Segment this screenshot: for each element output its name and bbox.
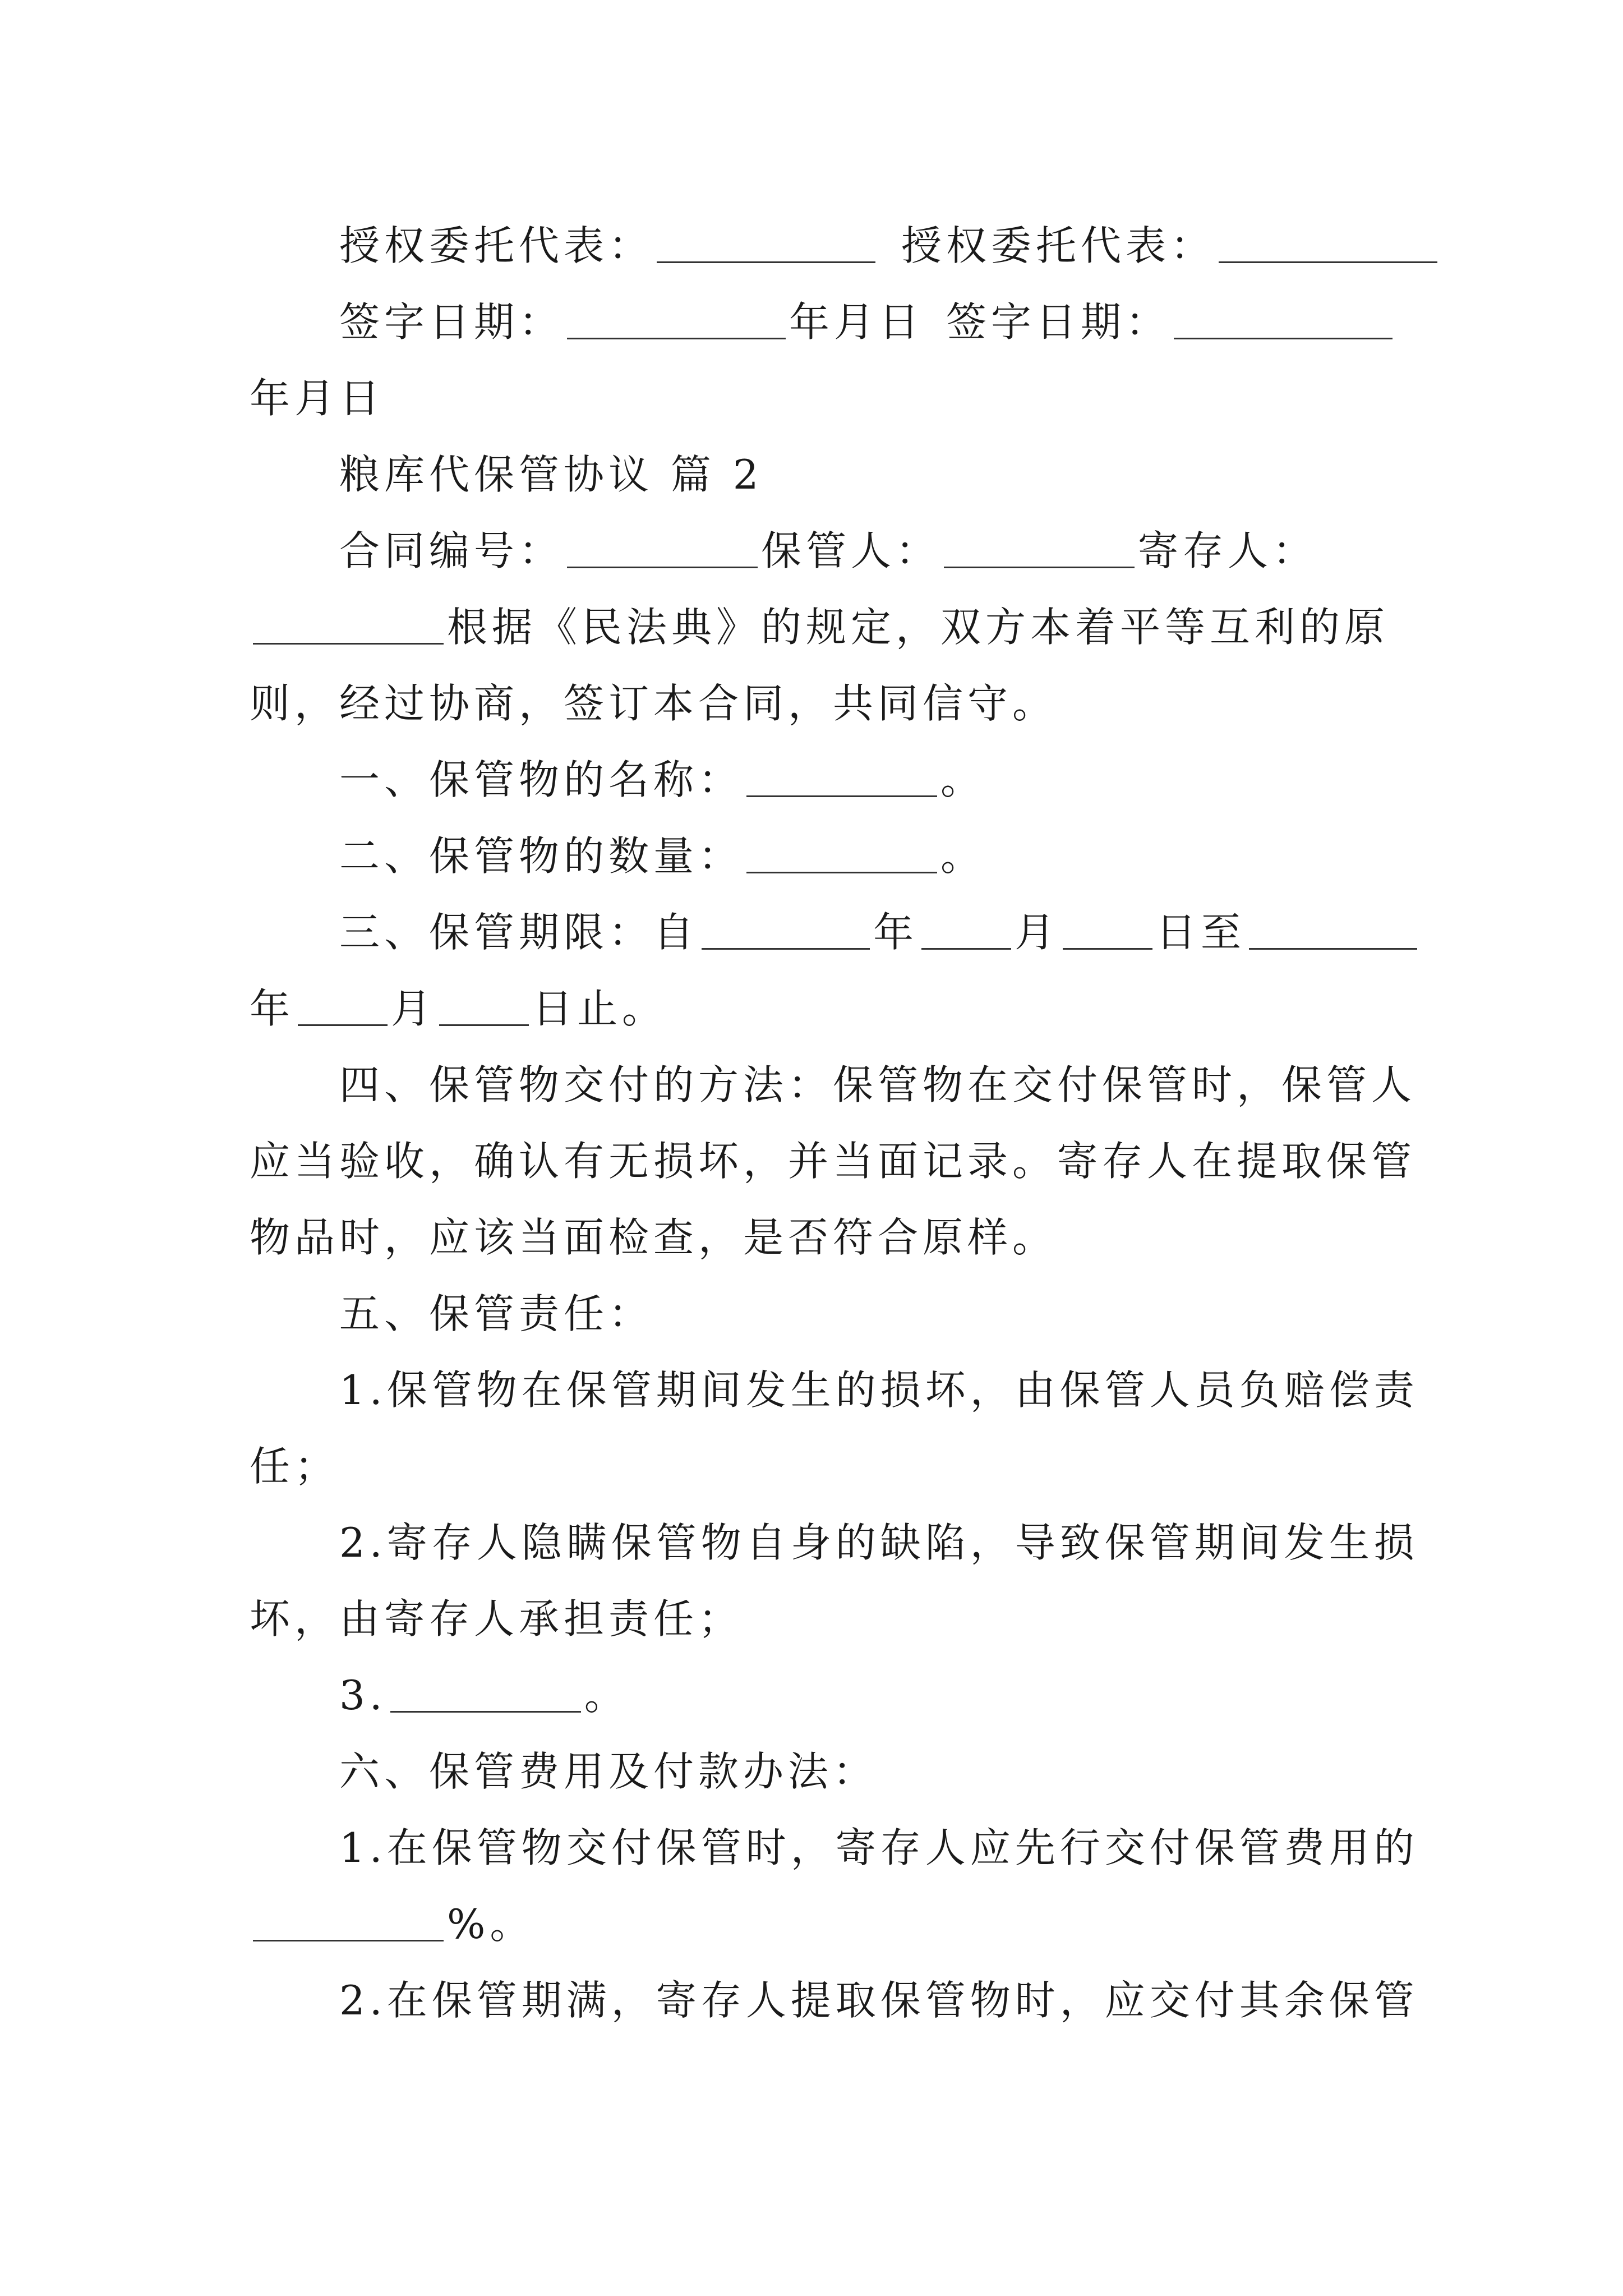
blank-field [253,598,444,645]
blank-field [921,903,1011,950]
clause-5-item-2-cont: 坏，由寄存人承担责任； [250,1595,744,1642]
clause-6-item-1: 1.在保管物交付保管时，寄存人应先行交付保管费用的 [339,1824,1419,1871]
blank-field [746,827,937,873]
line-date-cont: 年月日 [250,375,385,422]
blank-field [1219,217,1437,263]
blank-field [567,293,786,339]
clause-5-item-3: 3. 。 [250,1657,1388,1733]
blank-field [1174,293,1393,339]
blank-field [657,217,875,263]
clause-2-quantity: 二、保管物的数量： 。 [250,818,1388,894]
clause-4-delivery-cont: 物品时，应该当面检查，是否符合原样。 [250,1214,1058,1261]
line-basis-cont: 则，经过协商，签订本合同，共同信守。 [250,680,1058,727]
blank-field [253,1895,444,1941]
clause-5-item-1-cont: 任； [250,1443,340,1490]
clause-4-delivery-cont: 应当验收，确认有无损坏，并当面记录。寄存人在提取保管 [250,1138,1417,1185]
line-basis: 根据《民法典》的规定，双方本着平等互利的原 [250,589,1388,665]
clause-5-item-1: 1.保管物在保管期间发生的损坏，由保管人员负赔偿责 [339,1366,1419,1414]
clause-3-period-cont: 年 月 日止。 [250,970,1388,1047]
clause-1-name: 一、保管物的名称： 。 [250,742,1388,818]
blank-field [1249,903,1417,950]
clause-3-period: 三、保管期限：自 年 月 日至 [250,894,1388,970]
blank-field [567,522,758,568]
line-authorized-rep: 授权委托代表： 授权委托代表： [250,208,1388,284]
blank-field [702,903,870,950]
clause-4-delivery: 四、保管物交付的方法：保管物在交付保管时，保管人 [339,1061,1417,1108]
clause-6-item-2: 2.在保管期满，寄存人提取保管物时，应交付其余保管 [339,1977,1419,2024]
clause-5-responsibility: 五、保管责任： [339,1290,654,1337]
blank-field [746,751,937,797]
blank-field [298,979,388,1026]
blank-field [390,1666,581,1713]
clause-6-item-1-cont: %。 [250,1886,1388,1962]
line-sign-date: 签字日期： 年月日 签字日期： [250,284,1388,360]
document-body [250,208,1419,2039]
blank-field [439,979,529,1026]
section-title: 粮库代保管协议 篇 2 [339,451,763,498]
blank-field [1063,903,1152,950]
clause-5-item-2: 2.寄存人隐瞒保管物自身的缺陷，导致保管期间发生损 [339,1519,1419,1566]
blank-field [944,522,1135,568]
line-contract-number: 合同编号： 保管人： 寄存人： [250,513,1388,589]
clause-6-fees: 六、保管费用及付款办法： [339,1748,878,1795]
